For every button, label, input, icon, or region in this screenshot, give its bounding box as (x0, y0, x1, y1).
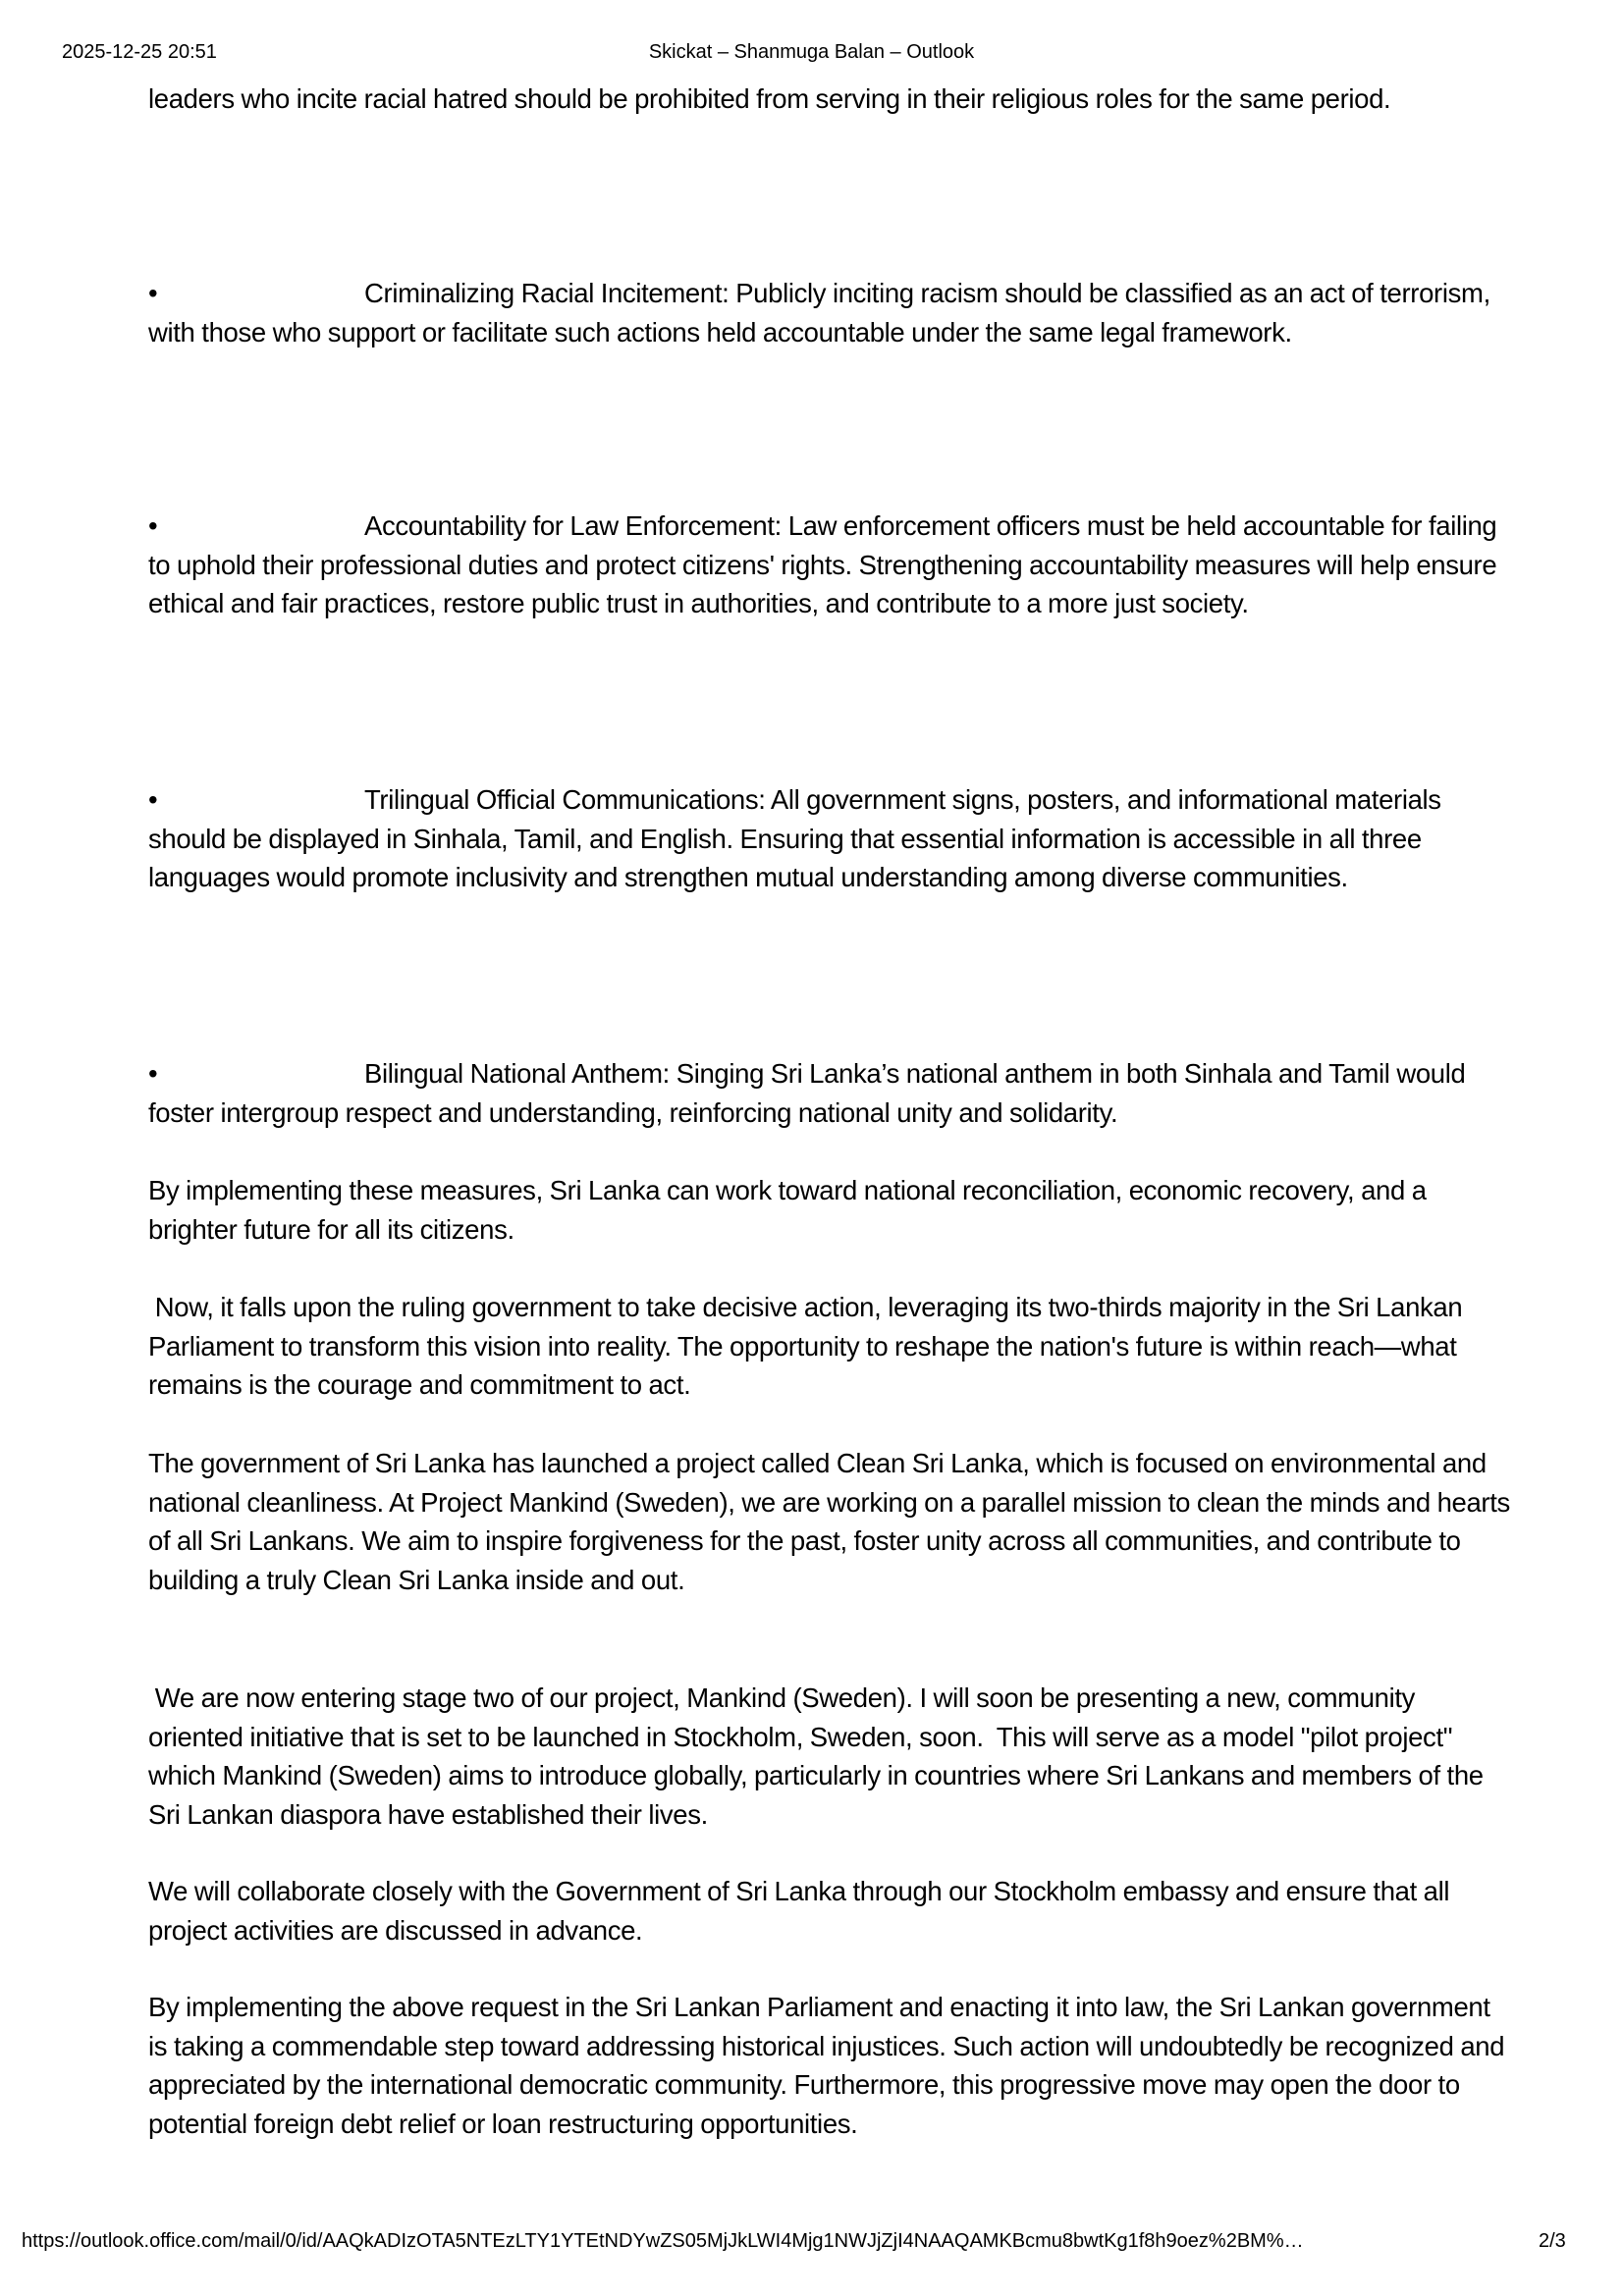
bullet-text: Trilingual Official Communications: All government signs, posters, and informational materials should be displayed in Sinhala, Tamil, and English. Ensuring that essential information is accessible in all three languages would promote inclusivity and strengthen mutual understanding among diverse communities. (148, 784, 1441, 892)
paragraph-parliament-request: By implementing the above request in the Sri Lankan Parliament and enacting it into law, the Sri Lankan government is taking a commendable step toward addressing historical injustices. Such action will undoubtedly be recognized and appreciated by the international democratic community. Furthermore, this progressive move may open the door to potential foreign debt relief or loan restructuring opportunities. (148, 1992, 1505, 2139)
continuation-paragraph: leaders who incite racial hatred should be prohibited from serving in their religious roles for the same period. (148, 83, 1391, 114)
paragraph-clean-sri-lanka: The government of Sri Lanka has launched a project called Clean Sri Lanka, which is focused on environmental and national cleanliness. At Project Mankind (Sweden), we are working on a parallel mission to clean the minds and hearts of all Sri Lankans. We aim to inspire forgiveness for the past, foster unity across all communities, and contribute to building a truly Clean Sri Lanka inside and out. (148, 1448, 1510, 1595)
bullet-marker: • (148, 784, 158, 815)
bullet-item-trilingual-communications (148, 780, 1513, 897)
bullet-text: Criminalizing Racial Incitement: Publicly inciting racism should be classified as an act of terrorism, with those who support or facilitate such actions held accountable under the same legal framework. (148, 278, 1490, 347)
print-url: https://outlook.office.com/mail/0/id/AAQkADIzOTA5NTEzLTY1YTEtNDYwZS05MjJkLWI4Mjg1NWJjZjI4NAAQAMKBcmu8bwtKg1f8h9oez%2BM%… (22, 2230, 1304, 2252)
bullet-item-bilingual-anthem (148, 1054, 1513, 1132)
bullet-text: Bilingual National Anthem: Singing Sri Lanka’s national anthem in both Sinhala and Tamil would foster intergroup respect and understanding, reinforcing national unity and solidarity. (148, 1058, 1466, 1128)
bullet-text: Accountability for Law Enforcement: Law enforcement officers must be held accountable for failing to uphold their professional duties and protect citizens' rights. Strengthening accountability measures will help ensure ethical and fair practices, restore public trust in authorities, and contribute to a more just society. (148, 510, 1497, 618)
print-datetime: 2025-12-25 20:51 (62, 41, 217, 63)
paragraph-collaboration: We will collaborate closely with the Government of Sri Lanka through our Stockholm embassy and ensure that all project activities are discussed in advance. (148, 1876, 1450, 1946)
paragraph-stage-two: We are now entering stage two of our project, Mankind (Sweden). I will soon be presenting a new, community oriented initiative that is set to be launched in Stockholm, Sweden, soon. This will serve as a model "pilot project" which Mankind (Sweden) aims to introduce globally, particularly in countries where Sri Lankans and members of the Sri Lankan diaspora have established their lives. (148, 1682, 1490, 1830)
bullet-item-criminalizing-incitement (148, 274, 1513, 351)
bullet-marker: • (148, 278, 158, 308)
page-number: 2/3 (1539, 2230, 1566, 2252)
paragraph-measures: By implementing these measures, Sri Lanka can work toward national reconciliation, economic recovery, and a brighter future for all its citizens. (148, 1175, 1427, 1245)
bullet-marker: • (148, 1058, 158, 1089)
bullet-marker: • (148, 510, 158, 541)
paragraph-ruling-government: Now, it falls upon the ruling government to take decisive action, leveraging its two-thirds majority in the Sri Lankan Parliament to transform this vision into reality. The opportunity to reshape the nation's future is within reach—what remains is the courage and commitment to act. (148, 1292, 1470, 1400)
print-page-title: Skickat – Shanmuga Balan – Outlook (648, 41, 975, 63)
bullet-item-law-enforcement (148, 507, 1513, 623)
